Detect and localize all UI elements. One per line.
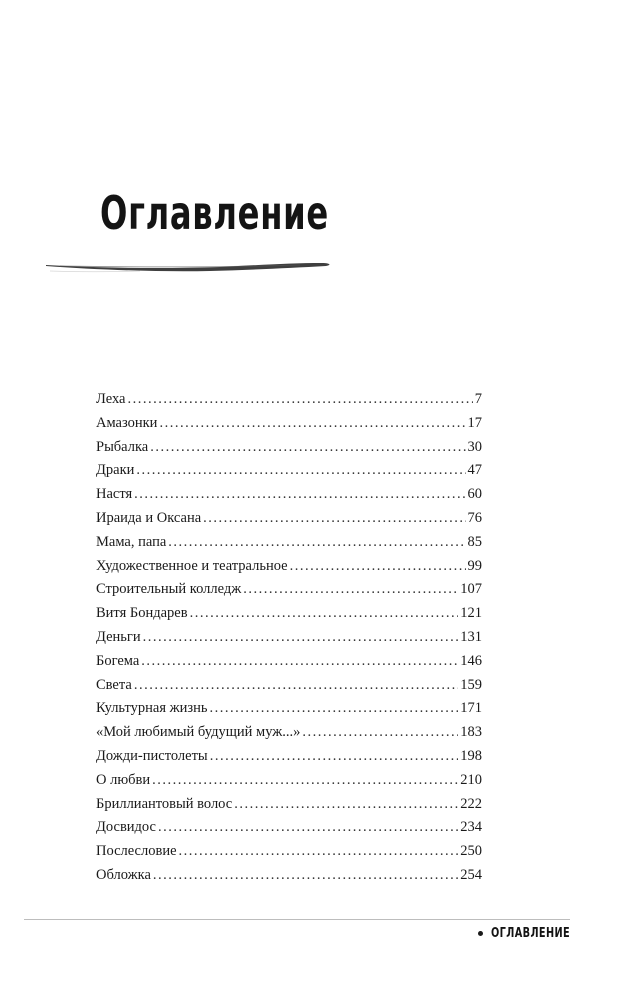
toc-entry-page: 159 <box>460 676 482 693</box>
toc-entry[interactable] <box>96 602 482 626</box>
toc-leader-dots <box>168 531 465 555</box>
toc-entry-title: «Мой любимый будущий муж...» <box>96 724 301 741</box>
toc-leader-dots <box>134 674 458 698</box>
toc-entry-title: Бриллиантовый волос <box>96 795 233 812</box>
brush-stroke-divider <box>40 254 340 274</box>
toc-entry-title: Мама, папа <box>96 533 167 550</box>
toc-leader-dots <box>234 793 458 817</box>
toc-entry-title: Послесловие <box>96 843 177 860</box>
toc-leader-dots <box>134 483 465 507</box>
toc-entry[interactable] <box>96 793 482 817</box>
toc-entry[interactable] <box>96 531 482 555</box>
toc-entry-title: Культурная жизнь <box>96 700 208 717</box>
toc-entry-page: 171 <box>460 700 482 717</box>
toc-entry-title: Дожди-пистолеты <box>96 747 208 764</box>
toc-leader-dots <box>210 745 459 769</box>
toc-entry-page: 183 <box>460 724 482 741</box>
page-title: Оглавление <box>100 186 329 240</box>
toc-entry-page: 250 <box>460 843 482 860</box>
toc-entry-title: Драки <box>96 462 135 479</box>
toc-entry-page: 107 <box>460 581 482 598</box>
toc-entry[interactable] <box>96 388 482 412</box>
bullet-icon <box>478 931 483 936</box>
toc-entry-title: О любви <box>96 771 151 788</box>
toc-entry[interactable] <box>96 436 482 460</box>
toc-entry-title: Амазонки <box>96 414 158 431</box>
toc-leader-dots <box>153 864 458 888</box>
toc-entry-page: 30 <box>467 438 482 455</box>
toc-leader-dots <box>243 578 458 602</box>
toc-entry-page: 99 <box>467 557 482 574</box>
toc-leader-dots <box>141 650 458 674</box>
toc-leader-dots <box>290 555 466 579</box>
toc-entry-page: 131 <box>460 628 482 645</box>
toc-leader-dots <box>159 412 465 436</box>
toc-leader-dots <box>143 626 459 650</box>
toc-entry-page: 222 <box>460 795 482 812</box>
toc-entry-page: 121 <box>460 605 482 622</box>
footer-rule <box>24 919 570 920</box>
toc-entry[interactable] <box>96 816 482 840</box>
toc-entry[interactable] <box>96 745 482 769</box>
toc-entry-page: 7 <box>474 391 482 407</box>
table-of-contents <box>96 388 482 888</box>
toc-entry-title: Рыбалка <box>96 438 149 455</box>
toc-entry-page: 47 <box>467 462 482 479</box>
toc-entry-title: Леха <box>96 391 126 407</box>
toc-entry-title: Настя <box>96 486 133 503</box>
toc-entry-page: 254 <box>460 866 482 883</box>
toc-entry[interactable] <box>96 674 482 698</box>
toc-entry[interactable] <box>96 507 482 531</box>
toc-leader-dots <box>158 816 458 840</box>
toc-leader-dots <box>152 769 458 793</box>
toc-entry[interactable] <box>96 769 482 793</box>
toc-entry-page: 17 <box>467 414 482 431</box>
toc-entry-page: 76 <box>467 509 482 526</box>
toc-leader-dots <box>136 459 465 483</box>
toc-entry-title: Богема <box>96 652 140 669</box>
toc-entry-page: 198 <box>460 747 482 764</box>
toc-entry-title: Досвидос <box>96 819 156 836</box>
toc-entry-title: Витя Бондарев <box>96 605 188 622</box>
toc-entry-page: 146 <box>460 652 482 669</box>
toc-entry-page: 210 <box>460 771 482 788</box>
toc-leader-dots <box>203 507 465 531</box>
toc-entry[interactable] <box>96 483 482 507</box>
toc-entry[interactable] <box>96 864 482 888</box>
toc-leader-dots <box>127 388 472 412</box>
toc-entry-title: Деньги <box>96 628 141 645</box>
toc-entry[interactable] <box>96 697 482 721</box>
toc-entry-page: 85 <box>467 533 482 550</box>
toc-entry-title: Строительный колледж <box>96 581 242 598</box>
toc-leader-dots <box>210 697 459 721</box>
toc-leader-dots <box>150 436 465 460</box>
toc-entry[interactable] <box>96 578 482 602</box>
toc-entry-page: 234 <box>460 819 482 836</box>
toc-entry[interactable] <box>96 459 482 483</box>
toc-leader-dots <box>190 602 459 626</box>
toc-entry-title: Ираида и Оксана <box>96 509 202 526</box>
toc-entry-page: 60 <box>467 486 482 503</box>
toc-entry-title: Обложка <box>96 866 151 883</box>
toc-entry-title: Художественное и театральное <box>96 557 288 574</box>
toc-entry[interactable] <box>96 555 482 579</box>
toc-entry[interactable] <box>96 721 482 745</box>
toc-entry[interactable] <box>96 626 482 650</box>
toc-leader-dots <box>179 840 459 864</box>
toc-entry[interactable] <box>96 412 482 436</box>
toc-entry[interactable] <box>96 650 482 674</box>
toc-entry[interactable] <box>96 840 482 864</box>
running-footer <box>478 926 596 941</box>
toc-entry-title: Света <box>96 676 132 693</box>
footer-section-label: ОГЛАВЛЕНИЕ <box>491 926 571 941</box>
toc-leader-dots <box>302 721 458 745</box>
